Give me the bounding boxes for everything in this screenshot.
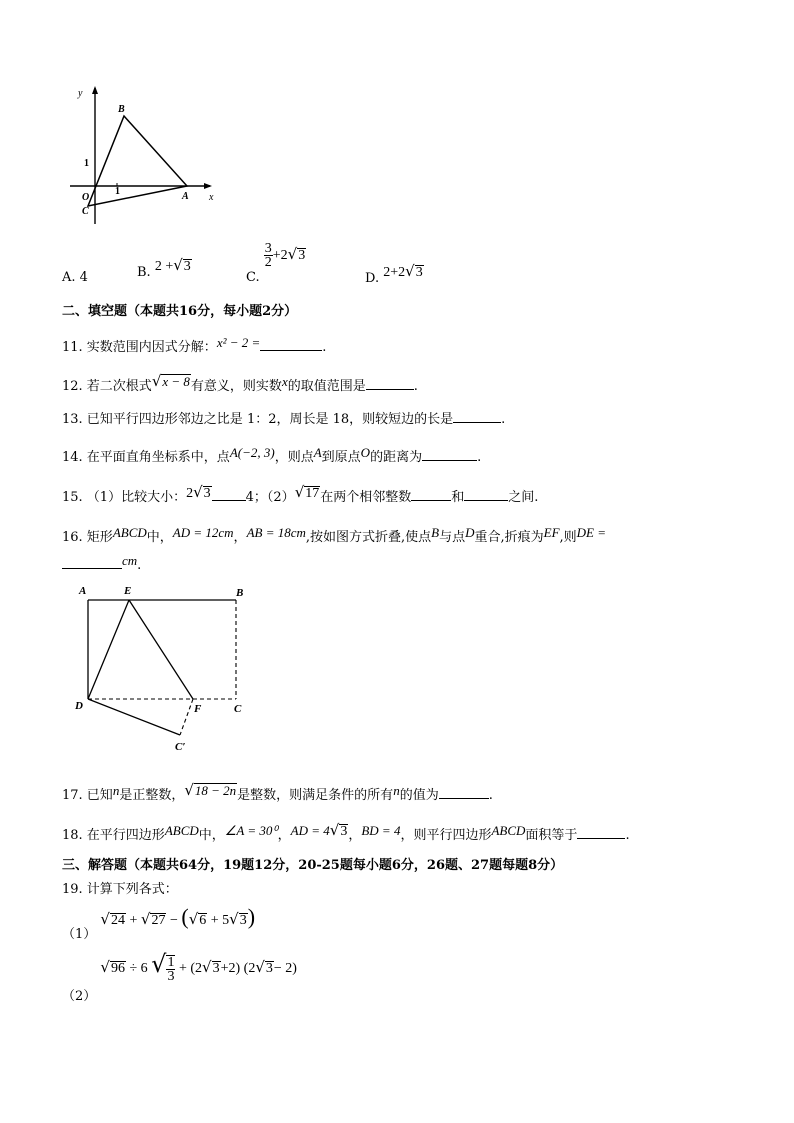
question-16-line-2: cm. — [62, 556, 141, 573]
x-axis-label: x — [209, 192, 214, 203]
point-c-label: C — [82, 206, 89, 217]
q10-option-b: B. 2 +√3 — [137, 256, 191, 280]
q10-option-d: D. 2+2√3 — [365, 262, 423, 286]
section-2-title: 二、填空题（本题共16分，每小题2分） — [62, 304, 298, 319]
question-12: 12. 若二次根式√x − 8有意义，则实数x的取值范围是 . — [62, 372, 418, 394]
question-11: 11. 实数范围内因式分解：x² − 2 = . — [62, 335, 327, 355]
rect-point-c-prime-label: C′ — [175, 741, 186, 753]
question-17: 17. 已知n是正整数，√18 − 2n是整数，则满足条件的所有n的值为 . — [62, 781, 493, 803]
rect-point-a-label: A — [79, 585, 87, 597]
y-unit-label: 1 — [84, 158, 89, 169]
x-unit-label: 1 — [115, 186, 120, 197]
y-axis-label: y — [78, 88, 83, 99]
q10-option-c: C. $\frac{3}{2}$ +2√3 — [246, 241, 306, 285]
folded-rectangle-figure — [70, 580, 260, 755]
question-18: 18. 在平行四边形ABCD中，∠A = 30⁰，AD = 4√3，BD = 4，则平行四边形ABCD面积等于 . — [62, 821, 630, 843]
rect-point-b-label: B — [236, 587, 244, 599]
rect-point-f-label: F — [194, 703, 202, 715]
question-19-part-1: （1） √24 + √27 − (√6 + 5√3) — [62, 904, 256, 942]
question-14: 14. 在平面直角坐标系中，点A(−2, 3)，则点A到原点O的距离为 . — [62, 445, 482, 465]
coordinate-triangle-figure — [60, 82, 230, 232]
section-3-title: 三、解答题（本题共64分，19题12分，20-25题每小题6分，26题、27题每题8分） — [62, 858, 564, 873]
point-b-label: B — [118, 104, 125, 115]
question-19-title: 19. 计算下列各式： — [62, 882, 178, 897]
rect-point-d-label: D — [75, 700, 83, 712]
point-a-label: A — [182, 191, 189, 202]
question-16: 16. 矩形ABCD中，AD = 12cm，AB = 18cm,按如图方式折叠,使点B与点D重合,折痕为EF,则DE = — [62, 525, 607, 545]
q10-option-a: A. 4 — [62, 270, 88, 285]
rect-point-e-label: E — [124, 585, 132, 597]
origin-label: O — [82, 192, 90, 203]
question-13: 13. 已知平行四边形邻边之比是 1：2，周长是 18，则较短边的长是 . — [62, 412, 506, 427]
question-15: 15. （1）比较大小：2√3 4；（2）√17在两个相邻整数 和 之间. — [62, 483, 539, 505]
question-19-part-2: （2） √96 ÷ 6 √ $\frac{1}{3}$ + (2√3+2) (2√3− 2) — [62, 950, 297, 1004]
rect-point-c-label: C — [234, 703, 242, 715]
